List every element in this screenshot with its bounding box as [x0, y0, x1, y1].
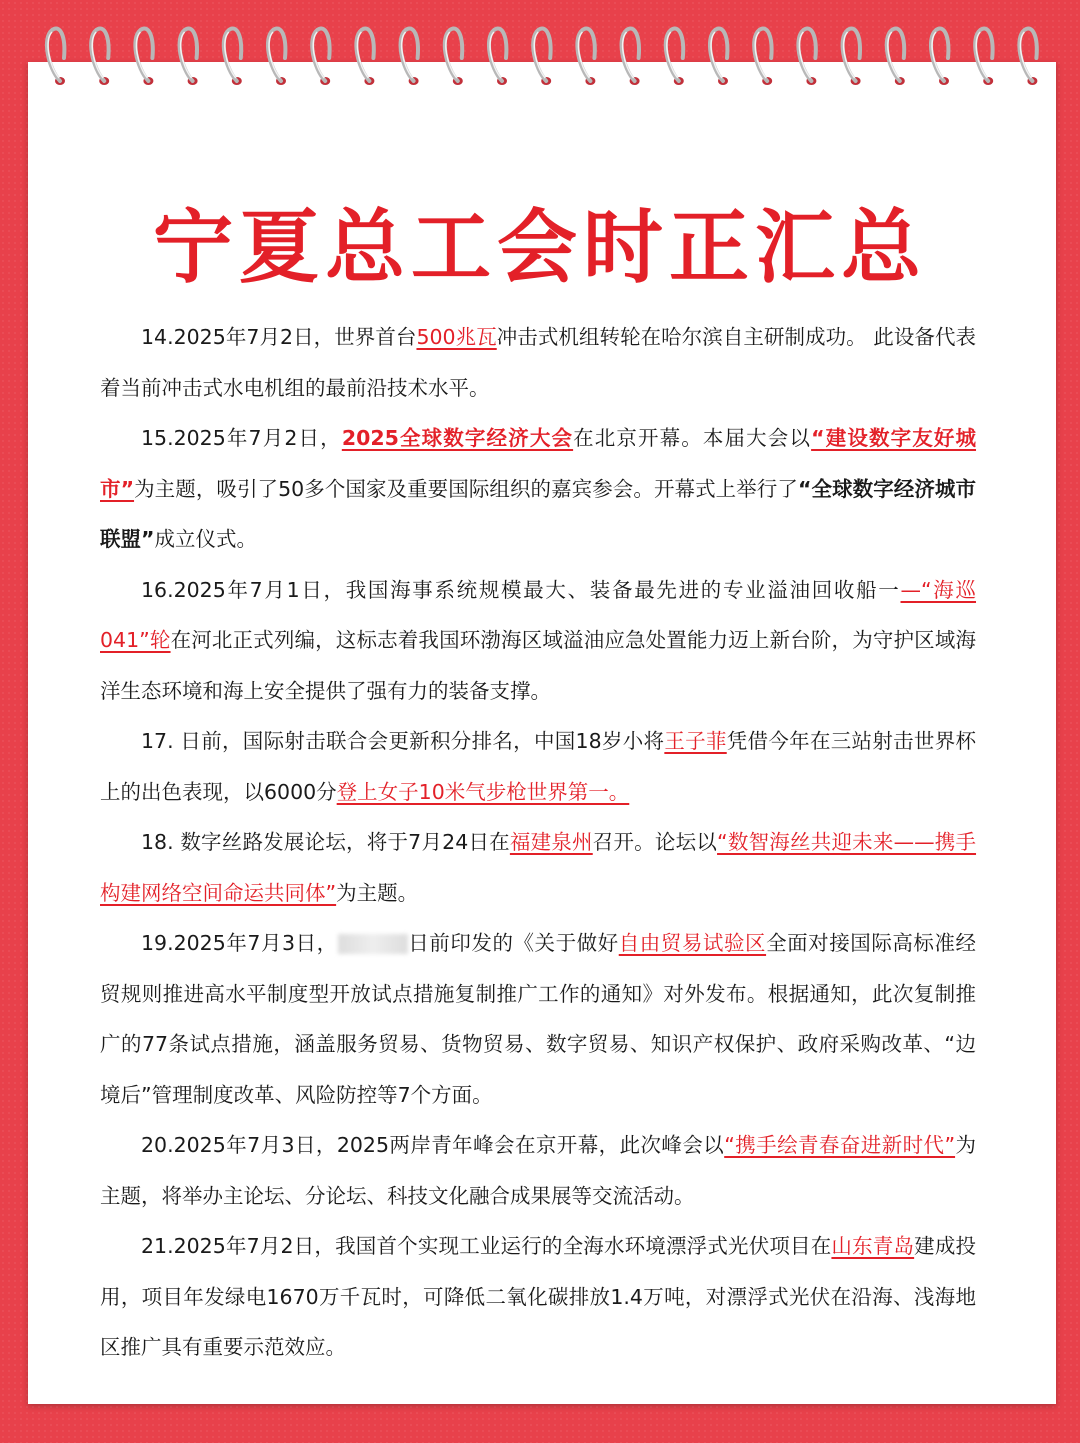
highlighted-text: 登上女子10米气步枪世界第一。: [336, 779, 630, 804]
text-segment: 成立仪式。: [154, 527, 257, 551]
text-segment: 18. 数字丝路发展论坛，将于7月24日在: [141, 830, 510, 854]
highlighted-text: —“海巡041”轮: [100, 577, 977, 652]
text-segment: 建成投用，项目年发绿电1670万千瓦时，可降低二氧化碳排放1.4万吨，对漂浮式光伏在沿海、浅海地区推广具有重要示范效应。: [100, 1234, 976, 1359]
highlighted-text: 2025全球数字经济大会: [341, 426, 574, 450]
text-segment: 在河北正式列编，这标志着我国环渤海区域溢油应急处置能力迈上新台阶，为守护区域海洋生态环境和海上安全提供了强有力的装备支撑。: [100, 628, 976, 703]
news-item: [100, 413, 976, 565]
text-segment: 为主题。: [336, 880, 419, 905]
news-item: [100, 312, 976, 413]
spiral-binding: [28, 18, 1056, 98]
news-list: [100, 312, 976, 1373]
text-segment: 15.2025年7月2日，: [141, 426, 342, 450]
highlighted-text: 自由贸易试验区: [618, 931, 767, 955]
text-segment: 凭借今年在三站射击世界杯上的出色表现，以6000分: [100, 729, 977, 804]
text-segment: 日前印发的《关于做好: [407, 931, 619, 955]
text-segment: 14.2025年7月2日，世界首台: [141, 325, 417, 349]
redacted-text: [338, 934, 408, 954]
highlighted-text: “数智海丝共迎未来——携手构建网络空间命运共同体”: [100, 830, 977, 905]
news-item: [100, 565, 976, 717]
news-item: [100, 1120, 976, 1221]
highlighted-text: 山东青岛: [831, 1234, 915, 1258]
news-item: [100, 1221, 976, 1373]
highlighted-text: 王子菲: [664, 729, 727, 753]
text-segment: 21.2025年7月2日，我国首个实现工业运行的全海水环境漂浮式光伏项目在: [141, 1234, 832, 1258]
text-segment: 冲击式机组转轮在哈尔滨自主研制成功。 此设备代表着当前冲击式水电机组的最前沿技术水平。: [100, 325, 976, 400]
news-item: [100, 716, 976, 817]
page-title: 宁夏总工会时正汇总: [153, 201, 927, 294]
text-segment: 召开。论坛以: [592, 830, 718, 854]
highlighted-text: “携手绘青春奋进新时代”: [724, 1133, 956, 1157]
news-item: [100, 918, 976, 1120]
highlighted-text: 福建泉州: [509, 830, 593, 854]
text-segment: 为主题，吸引了50多个国家及重要国际组织的嘉宾参会。开幕式上举行了: [134, 476, 798, 501]
text-segment: 16.2025年7月1日，我国海事系统规模最大、装备最先进的专业溢油回收船一: [141, 577, 901, 602]
text-segment: 19.2025年7月3日，: [141, 931, 338, 955]
news-item: [100, 817, 976, 918]
text-segment: 为主题，将举办主论坛、分论坛、科技文化融合成果展等交流活动。: [100, 1133, 977, 1208]
text-segment: 在北京开幕。本届大会以: [573, 426, 812, 450]
text-segment: 17. 日前，国际射击联合会更新积分排名，中国18岁小将: [141, 729, 665, 753]
text-segment: “全球数字经济城市联盟”: [100, 476, 976, 551]
text-segment: 20.2025年7月3日，2025两岸青年峰会在京开幕，此次峰会以: [141, 1133, 725, 1157]
text-segment: 全面对接国际高标准经贸规则推进高水平制度型开放试点措施复制推广工作的通知》对外发布。根据通知，此次复制推广的77条试点措施，涵盖服务贸易、货物贸易、数字贸易、知识产权保护、政府采购改革、“边境后”管理制度改革、风险防控等7个方面。: [100, 931, 977, 1107]
highlighted-text: “建设数字友好城市”: [100, 426, 977, 501]
highlighted-text: 500兆瓦: [416, 325, 497, 349]
